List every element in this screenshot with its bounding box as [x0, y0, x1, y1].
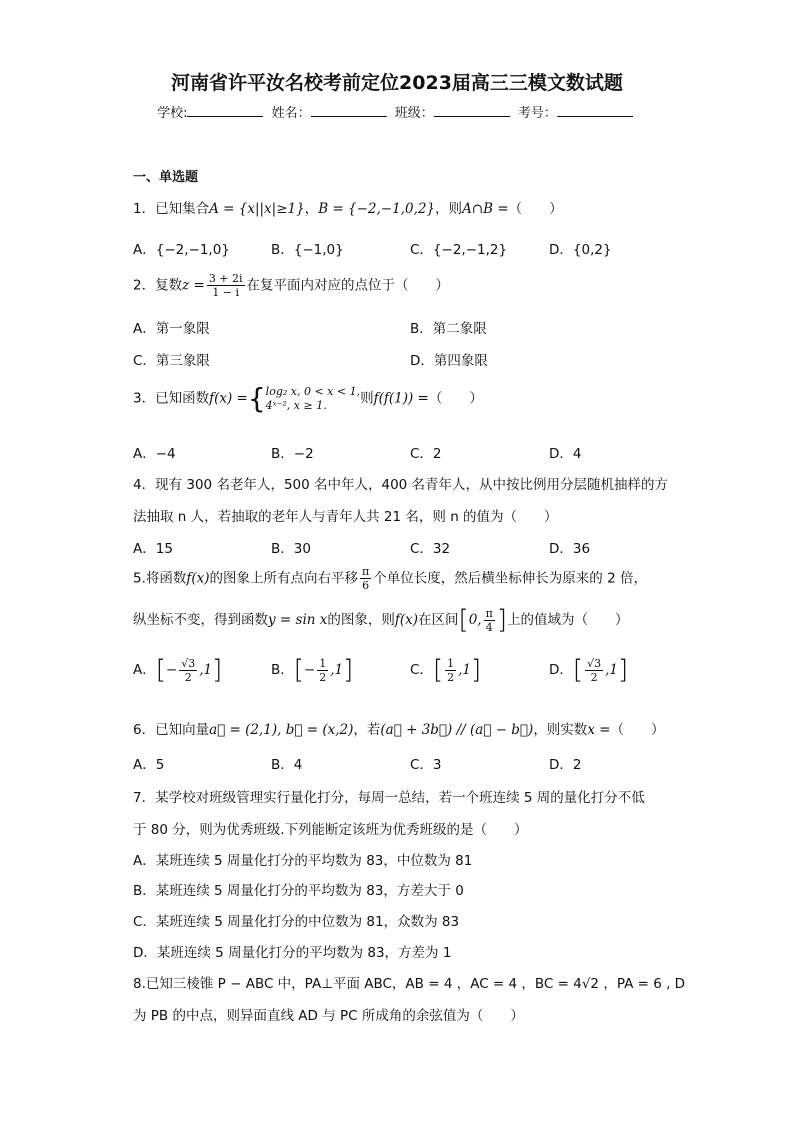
q2-option-c: C．第三象限	[133, 353, 210, 369]
q5-shift-num: π	[362, 565, 370, 578]
school-label: 学校:	[157, 106, 188, 121]
name-label: 姓名：	[271, 106, 311, 121]
school-blank	[187, 104, 263, 117]
q5-c-open: [	[432, 655, 444, 685]
class-label: 班级：	[394, 106, 434, 121]
q7-option-a: A．某班连续 5 周量化打分的平均数为 83，中位数为 81	[133, 853, 473, 869]
question-8-line-1: 8.已知三棱锥 P − ABC 中，PA⊥平面 ABC，AB = 4 ，AC = 4 ，BC = 4√2 ，PA = 6 , D	[133, 976, 686, 992]
q5-option-c	[410, 655, 481, 685]
q6-paren: （ ）	[610, 722, 665, 738]
q3-brace: {	[247, 382, 266, 415]
question-7-line-1: 7．某学校对班级管理实行量化打分，每周一总结，若一个班连续 5 周的量化打分不低	[133, 790, 645, 806]
question-2	[133, 272, 449, 299]
q6-vectors: a⃗ = (2,1), b⃗ = (x,2)	[209, 722, 354, 738]
q5-a-sign: −	[165, 662, 178, 678]
q1-set-b: B = {−2,−1,0,2}	[318, 201, 436, 217]
q5-interval-den: 4	[485, 620, 493, 634]
question-4-line-2: 法抽取 n 人，若抽取的老年人与青年人共 21 名，则 n 的值为（ ）	[133, 509, 558, 525]
q2-option-d: D．第四象限	[410, 353, 488, 369]
number-blank	[557, 104, 633, 117]
q7-option-b: B．某班连续 5 周量化打分的平均数为 83，方差大于 0	[133, 883, 464, 899]
q1-sep: ，	[304, 201, 319, 217]
q4-option-c: C．32	[410, 541, 451, 557]
q5-shift-den: 6	[362, 579, 370, 592]
q2-z: z =	[182, 277, 205, 294]
q2-stem-b: 在复平面内对应的点位于（ ）	[246, 277, 450, 294]
q6-x: x =	[587, 722, 611, 738]
number-label: 考号：	[517, 106, 557, 121]
student-info-line	[0, 102, 794, 121]
q5-a-num: √3	[181, 656, 196, 670]
q2-denominator: 1 − i	[212, 286, 240, 299]
q5-b-num: 1	[319, 656, 327, 670]
q4-option-d: D．36	[549, 541, 591, 557]
q2-stem: 2．复数	[133, 277, 183, 294]
q5-a-den: 2	[184, 670, 192, 684]
q3-option-b: B．−2	[271, 446, 314, 462]
q5-a-open: [	[155, 655, 166, 685]
q5-option-b	[271, 655, 353, 685]
q3-piece-1: log₂ x, 0 < x < 1,	[265, 384, 361, 398]
q5-b-tail: ,1	[330, 662, 344, 678]
q5-d-frac	[585, 657, 603, 684]
q5-fx-2: f(x)	[394, 612, 419, 628]
q6-stem-c: ，则实数	[533, 722, 588, 738]
q5-b-open: [	[293, 655, 304, 685]
q5-b-label: B．	[271, 662, 294, 678]
q3-stem-b: 则	[360, 390, 374, 407]
q5-interval-open: [	[458, 605, 469, 635]
question-1	[133, 197, 563, 217]
q6-stem: 6．已知向量	[133, 722, 210, 738]
q7-option-d: D．某班连续 5 周量化打分的平均数为 83，方差为 1	[133, 945, 452, 961]
q2-numerator: 3 + 2i	[208, 272, 243, 285]
question-3	[133, 382, 483, 415]
q5-interval-close: ]	[496, 605, 507, 635]
question-6	[133, 718, 665, 738]
q3-fx: f(x) =	[209, 390, 248, 407]
q5-a-label: A．	[133, 662, 156, 678]
q3-pieces	[266, 385, 360, 413]
q5-c-label: C．	[410, 662, 433, 678]
q5-line2-d: 上的值域为（ ）	[506, 612, 629, 628]
q6-condition: (a⃗ + 3b⃗) // (a⃗ − b⃗)	[380, 722, 534, 738]
question-7-line-2: 于 80 分，则为优秀班级.下列能断定该班为优秀班级的是（ ）	[133, 822, 528, 838]
q6-option-b: B．4	[271, 757, 303, 773]
q1-expr: A∩B =	[462, 201, 509, 217]
q5-d-den: 2	[590, 670, 598, 684]
q5-interval-num: π	[485, 606, 493, 620]
q3-option-d: D．4	[549, 446, 582, 462]
question-5-line-2	[133, 605, 628, 635]
q2-fraction	[207, 272, 245, 299]
q4-option-b: B．30	[271, 541, 311, 557]
q4-option-a: A．15	[133, 541, 173, 557]
q5-c-num: 1	[447, 656, 455, 670]
q5-line2-a: 纵坐标不变，得到函数	[133, 612, 268, 628]
q5-c-frac	[445, 657, 456, 684]
q5-c-den: 2	[447, 670, 455, 684]
q1-paren: （ ）	[508, 201, 563, 217]
q6-option-a: A．5	[133, 757, 165, 773]
q5-c-tail: ,1	[458, 662, 471, 678]
q2-option-a: A．第一象限	[133, 321, 210, 337]
q5-b-den: 2	[319, 670, 327, 684]
q5-b-sign: −	[303, 662, 316, 678]
q5-d-tail: ,1	[605, 662, 618, 678]
q1-option-b: B．{−1,0}	[271, 242, 344, 258]
q5-option-a	[133, 655, 222, 685]
q1-stem-b: ，则	[435, 201, 463, 217]
q5-interval-fraction	[484, 607, 495, 634]
q5-stem-b: 的图象上所有点向右平移	[209, 570, 359, 587]
q3-expr: f(f(1)) =	[373, 390, 429, 407]
q2-option-b: B．第二象限	[410, 321, 487, 337]
q5-a-frac	[179, 657, 197, 684]
q5-option-d	[549, 655, 628, 685]
q3-stem: 3．已知函数	[133, 390, 210, 407]
q7-option-c: C．某班连续 5 周量化打分的中位数为 81，众数为 83	[133, 914, 460, 930]
q5-a-close: ]	[212, 655, 223, 685]
class-blank	[434, 104, 510, 117]
q5-line2-b: 的图象，则	[327, 612, 395, 628]
q6-option-c: C．3	[410, 757, 442, 773]
q5-stem: 5.将函数	[133, 570, 187, 587]
q5-stem-c: 个单位长度，然后横坐标伸长为原来的 2 倍，	[373, 570, 647, 587]
q3-piece-2: 4ˣ⁻², x ≥ 1.	[265, 398, 327, 412]
section-heading: 一、单选题	[133, 170, 199, 185]
q5-shift-fraction	[360, 565, 371, 592]
q3-option-a: A．−4	[133, 446, 176, 462]
q5-b-frac	[317, 657, 328, 684]
q5-c-close: ]	[470, 655, 482, 685]
q5-line2-c: 在区间	[418, 612, 459, 628]
q6-option-d: D．2	[549, 757, 582, 773]
q3-option-c: C．2	[410, 446, 442, 462]
q5-d-close: ]	[617, 655, 629, 685]
q1-stem: 1．已知集合	[133, 201, 210, 217]
question-5-line-1	[133, 565, 647, 592]
q5-d-num: √3	[587, 656, 602, 670]
q6-stem-b: ，若	[353, 722, 381, 738]
q5-a-tail: ,1	[199, 662, 213, 678]
q5-fx: f(x)	[186, 570, 210, 587]
question-8-line-2: 为 PB 的中点，则异面直线 AD 与 PC 所成角的余弦值为（ ）	[133, 1008, 524, 1024]
q1-set-a: A = {x||x|≥1}	[209, 201, 305, 217]
q5-b-close: ]	[343, 655, 354, 685]
q5-d-open: [	[572, 655, 584, 685]
q3-paren: （ ）	[428, 390, 483, 407]
page-title: 河南省许平汝名校考前定位2023届高三三模文数试题	[171, 72, 623, 94]
name-blank	[311, 104, 387, 117]
q1-option-a: A．{−2,−1,0}	[133, 242, 230, 258]
question-4-line-1: 4．现有 300 名老年人，500 名中年人，400 名青年人，从中按比例用分层随机抽样的方	[133, 477, 669, 493]
q1-option-d: D．{0,2}	[549, 242, 612, 258]
q5-ysin: y = sin x	[268, 612, 328, 628]
q5-d-label: D．	[549, 662, 573, 678]
q5-interval-left: 0,	[468, 612, 482, 628]
q1-option-c: C．{−2,−1,2}	[410, 242, 508, 258]
